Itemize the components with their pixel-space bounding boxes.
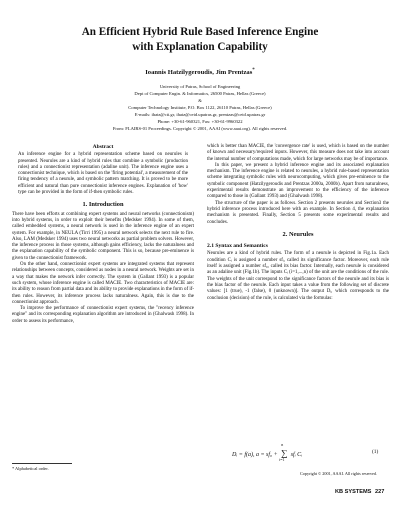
section-2-1-heading: 2.1 Syntax and Semantics — [207, 243, 268, 250]
formula-lhs: Dᵢ = f(a), a = sf₀ + — [232, 452, 278, 458]
page-number: 227 — [375, 489, 385, 495]
left-column — [12, 144, 194, 325]
sigma-symbol: ∑ — [280, 448, 288, 458]
phone-fax: Phone: +30-61-960321, Fax: +30-61-9960322 — [157, 119, 243, 124]
footnote: * Alphabetical order. — [12, 466, 49, 471]
neurules-paragraph: Neurules are a kind of hybrid rules. The form of a neurule is depicted in Fig.1a. Each condition Cᵢ is assigned a number sfᵢ, called its significance factor. Moreover, each rule itself is assigned a number sf₀, called its bias factor. Internally, each neurule is considered as an adaline unit (Fig.1b). The inputs Cᵢ (i=1,...,n) of the unit are the conditions of the rule. The weights of the unit correspond to the significance factors of the neurule and its bias is the bias factor of the neurule. Each input takes a value from the following set of discrete values: [1 (true), -1 (false), 0 (unknown)]. The output Dᵢ, which corresponds to the conclusion (decision) of the rule, is calculated via the formulas: — [207, 251, 389, 301]
col2-paragraph-3: The structure of the paper is as follows. Section 2 presents neurules and Section3 the hybrid inference process introduced here with an example. In Section 4, the explanation mechanism is presented. Finally, Section 5 presents some experimental results and concludes. — [207, 200, 389, 225]
intro-paragraph-2: On the other hand, connectionist expert systems are integrated systems that represent relationships between concepts, considered as nodes in a neural network. Weights are set in a way that makes the network infer correctly. The system in (Gallant 1993) is a popular such system, whose inference engine is called MACIE. Two characteristics of MACIE are: its ability to reason from partial data and its ability to provide explanations in the form of if-then rules. However, its inference process lacks naturalness. Again, this is due to the connectionist approach. — [12, 262, 194, 305]
formula-sum-upper: n — [281, 442, 284, 447]
formula-1 — [232, 442, 303, 462]
paper-title-line1: An Efficient Hybrid Rule Based Inference Engine — [81, 26, 319, 38]
abstract-heading: Abstract — [92, 144, 114, 150]
footnote-rule — [12, 463, 72, 464]
intro-paragraph-1: There have been efforts at combining expert systems and neural networks (connectionism) into hybrid systems, in order to exploit their benefits (Medsker 1994). In some of them, called embedded systems, a neural network is used in the inference engine of an expert system. For example, in NEULA (Tirri 1995) a neural network selects the next rule to fire. Also, LAM (Medsker 1994) uses two neural networks as partial problem solvers. However, the inference process in those systems, although gains efficiency, lacks the naturalness and the explanation capability of the symbolic component. This is so, because pre-eminence is given to the connectionist framework. — [12, 211, 194, 261]
formula-sum-lower: i=1 — [279, 457, 285, 462]
running-footer: KB SYSTEMS — [335, 489, 372, 495]
formula-summation — [279, 442, 289, 462]
section-1-heading: 1. Introduction — [82, 201, 124, 209]
author-names: Ioannis Hatzilygeroudis, Jim Prentzas — [145, 69, 253, 77]
intro-paragraph-3: To improve the performance of connectionist expert systems, the "recency inference engine" and its corresponding explanation algorithm are introduced in (Ghalwash 1998). In order to assess its performance, — [12, 306, 194, 324]
affiliation-separator: & — [198, 98, 202, 103]
authors — [0, 68, 400, 76]
affiliation-1: University of Patras, School of Engineering — [159, 84, 241, 89]
affiliation-2: Dept of Computer Engin. & Informatics, 26500 Patras, Hellas (Greece) — [134, 91, 266, 96]
proceedings-note: From: FLAIRS-01 Proceedings. Copyright © 2001, AAAI (www.aaai.org). All rights reserved. — [112, 126, 288, 131]
emails: E-mails: ihatz@cti.gr, ihatz@ceid.upatras.gr, prentzas@ceid.upatras.gr — [134, 112, 266, 117]
right-column — [207, 144, 389, 302]
abstract-text: An inference engine for a hybrid representation scheme based on neurules is presented. Neurules are a kind of hybrid rules that combine a symbolic (production rules) and a connectionist representation (adaline unit). The inference engine uses a connectionist technique, which is based on the 'firing potential', a measurement of the firing tendency of a neurule, and symbolic pattern matching. It is proved to be more efficient and natural than pure connectionist inference engines. Explanation of 'how' type can be provided in the form of if-then symbolic rules. — [18, 152, 188, 196]
formula-rhs: sfᵢ Cᵢ — [290, 452, 303, 458]
copyright-notice: Copyright © 2001, AAAI. All rights reserved. — [300, 471, 378, 476]
formula-number: (1) — [372, 449, 379, 455]
paper-title-line2: with Explanation Capability — [132, 41, 268, 53]
affiliation-3: Computer Technology Institute, P.O. Box 1122, 26110 Patras, Hellas (Greece) — [128, 105, 272, 110]
col2-paragraph-2: In this paper, we present a hybrid inference engine and its associated explanation mechanism. The inference engine is related to neurules, a hybrid rule-based representation scheme integrating symbolic rules with neurocomputing, which gives pre-eminence to the symbolic component (Hatzilygeroudis and Prentzas 2000a, 2000b). Apart from naturalness, experimental results demonstrate an improvement to the efficiency of the inference compared to those in (Gallant 1993) and (Ghalwash 1998). — [207, 162, 389, 200]
author-footnote-mark: * — [252, 68, 255, 73]
col2-paragraph-1: which is better than MACIE, the 'convergence rate' is used, which is based on the number of known and necessary/required inputs. However, this measure does not take into account the internal number of computations made, which for large networks may be of importance. — [207, 144, 389, 162]
section-2-heading: 2. Neurules — [282, 230, 314, 238]
